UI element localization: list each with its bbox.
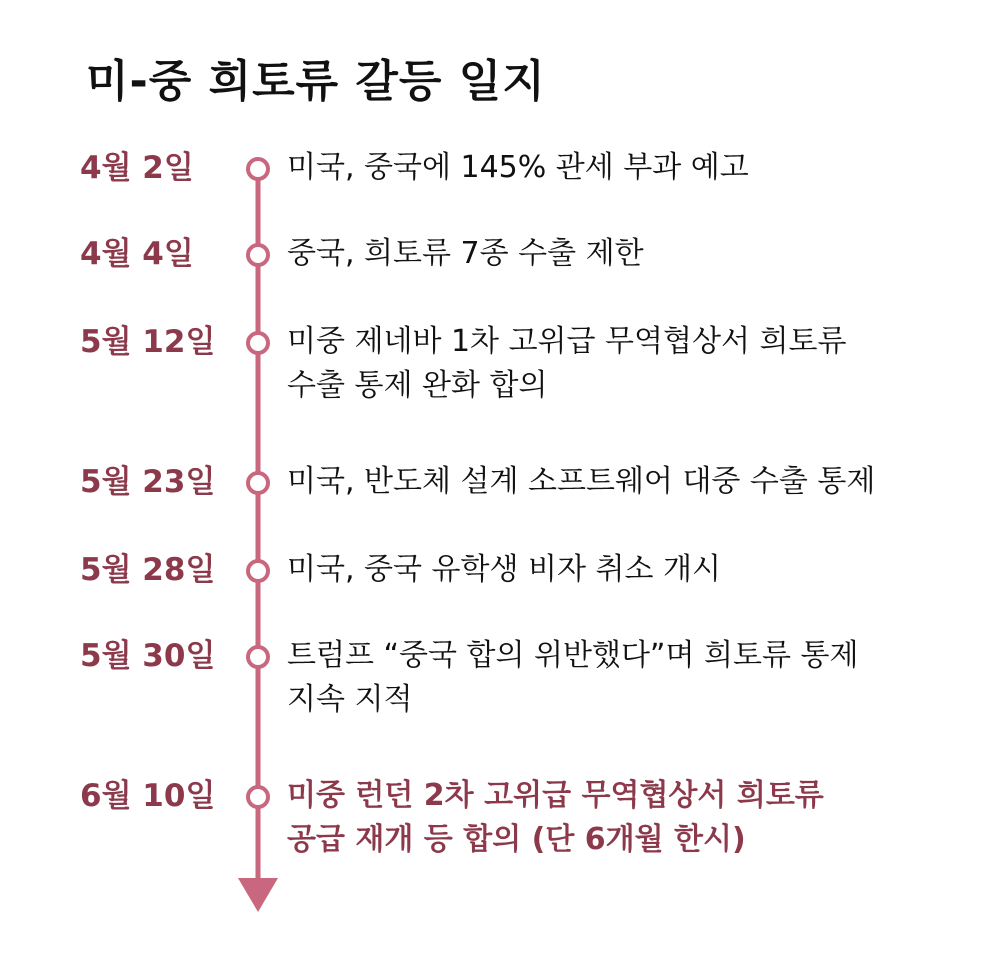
event-description — [287, 548, 721, 592]
timeline-marker-icon — [248, 245, 268, 265]
event-date: 5월 28일 — [80, 552, 216, 588]
event-date: 5월 12일 — [80, 324, 216, 360]
timeline-marker-icon — [248, 561, 268, 581]
event-description — [287, 460, 875, 504]
event-date: 4월 2일 — [80, 150, 194, 186]
timeline-arrow-icon — [238, 878, 278, 912]
event-description — [287, 634, 858, 722]
event-description-line: 수출 통제 완화 합의 — [287, 368, 548, 403]
event-description-line: 미국, 중국에 145% 관세 부과 예고 — [287, 150, 749, 185]
event-date: 4월 4일 — [80, 236, 194, 272]
timeline-marker-icon — [248, 159, 268, 179]
event-description — [287, 232, 644, 276]
timeline-marker-icon — [248, 787, 268, 807]
timeline-marker-icon — [248, 473, 268, 493]
event-description-line: 공급 재개 등 합의 (단 6개월 한시) — [287, 822, 746, 857]
event-description-line: 미중 제네바 1차 고위급 무역협상서 희토류 — [287, 324, 847, 359]
timeline-marker-icon — [248, 333, 268, 353]
page-title: 미-중 희토류 갈등 일지 — [86, 56, 546, 107]
event-description-line: 미국, 중국 유학생 비자 취소 개시 — [287, 552, 721, 587]
event-description-line: 미중 런던 2차 고위급 무역협상서 희토류 — [287, 778, 824, 813]
event-description-line: 지속 지적 — [287, 682, 413, 717]
event-description-line: 트럼프 “중국 합의 위반했다”며 희토류 통제 — [287, 638, 859, 673]
event-date: 5월 30일 — [80, 638, 216, 674]
event-description — [287, 774, 824, 862]
timeline-marker-icon — [248, 647, 268, 667]
event-date: 6월 10일 — [80, 778, 216, 814]
event-description — [287, 320, 846, 408]
event-description — [287, 146, 749, 190]
event-date: 5월 23일 — [80, 464, 216, 500]
event-description-line: 중국, 희토류 7종 수출 제한 — [287, 236, 644, 271]
event-description-line: 미국, 반도체 설계 소프트웨어 대중 수출 통제 — [287, 464, 876, 499]
